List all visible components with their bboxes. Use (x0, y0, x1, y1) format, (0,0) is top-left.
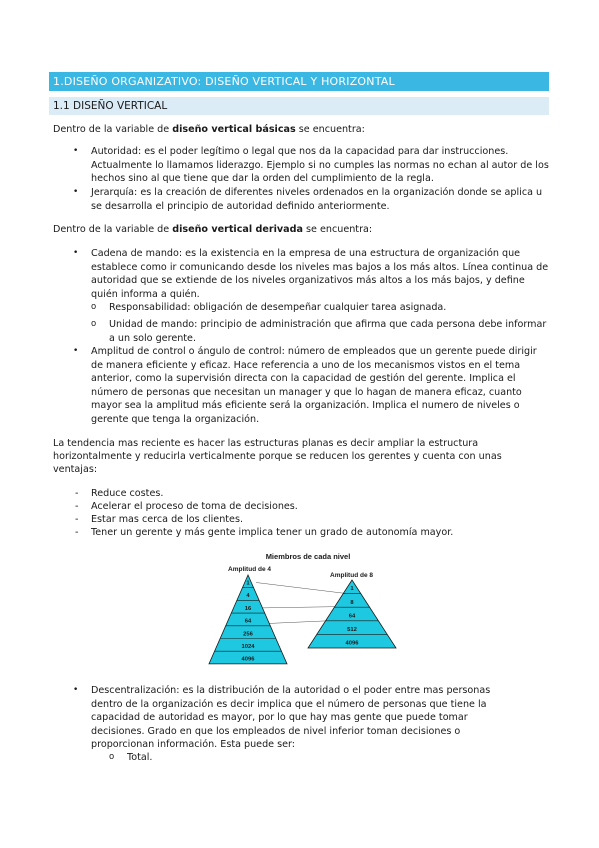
intro-derived: Dentro de la variable de diseño vertical derivada se encuentra: (53, 224, 373, 235)
span-of-control-figure (200, 548, 420, 670)
figure-right-label: Amplitud de 8 (330, 572, 373, 579)
right-level-label: 8 (350, 599, 354, 606)
bullet-icon: • (73, 685, 79, 695)
connector-line (256, 583, 346, 594)
dash-icon: - (75, 501, 79, 512)
bullet-icon: • (73, 146, 79, 156)
list-item-amplitud-de-control: Amplitud de control o ángulo de control: número de empleados que un gerente puede dirigir de manera eficiente y eficaz. Hace referencia a uno de los mecanismos vistos en el tema anterior, como la supervisión directa con la capacidad de gestión del gerente. Implica el número de personas que necesitan un manager y que lo hagan de manera eficaz, cuanto mayor sea la amplitud más eficiente será la organización. Implica el numero de niveles o gerente que tenga la organización. (91, 346, 537, 425)
left-level-label: 1 (246, 580, 250, 587)
right-level-label: 1 (350, 586, 354, 593)
left-level-label: 4 (246, 593, 250, 600)
left-level-label: 64 (244, 618, 252, 625)
sub-item-total: Total. (127, 752, 153, 763)
right-level-label: 64 (348, 613, 356, 620)
left-level-label: 4096 (241, 656, 255, 663)
list-item-jerarquia: Jerarquía: es la creación de diferentes niveles ordenados en la organización donde se aplica u se desarrolla el principio de autoridad definido anteriormente. (91, 187, 543, 212)
right-level-label: 4096 (345, 640, 359, 647)
sub-bullet-icon: o (91, 302, 97, 312)
advantage-item: Tener un gerente y más gente implica tener un grado de autonomía mayor. (91, 527, 454, 538)
left-level-label: 16 (244, 605, 252, 612)
left-level-label: 256 (243, 631, 253, 638)
left-level-label: 1024 (241, 644, 255, 651)
intro-basic: Dentro de la variable de diseño vertical básicas se encuentra: (53, 124, 365, 135)
dash-icon: - (75, 488, 79, 499)
list-item-descentralizacion: Descentralización: es la distribución de la autoridad o el poder entre mas personas dentro de la organización es decir implica que el número de personas que tiene la capacidad de autoridad es mayor, por lo que hay mas gente que puede tomar decisiones. Grado en que los empleados de nivel inferior toman decisiones o proporcionan información. Esta puede ser: (91, 685, 491, 750)
dash-icon: - (75, 514, 79, 525)
advantage-item: Reduce costes. (91, 488, 164, 499)
connector-line (256, 607, 346, 609)
sub-bullet-icon: o (91, 319, 97, 329)
bullet-icon: • (73, 346, 79, 356)
dash-icon: - (75, 527, 79, 538)
advantage-item: Estar mas cerca de los clientes. (91, 514, 244, 525)
heading-2: 1.1 DISEÑO VERTICAL (49, 97, 549, 115)
bullet-icon: • (73, 248, 79, 258)
sub-item-responsabilidad: Responsabilidad: obligación de desempeñar cualquier tarea asignada. (109, 302, 447, 313)
heading-1: 1.DISEÑO ORGANIZATIVO: DISEÑO VERTICAL Y HORIZONTAL (49, 72, 549, 91)
figure-title: Miembros de cada nivel (265, 552, 351, 561)
sub-bullet-icon: o (109, 752, 115, 762)
list-item-cadena-de-mando: Cadena de mando: es la existencia en la empresa de una estructura de organización que establece como ir comunicando desde los niveles mas bajos a los más altos. Línea continua de autoridad que se extiende de los niveles organizativos más altos a los más bajos, y define quién informa a quién. (91, 248, 549, 300)
trend-paragraph: La tendencia mas reciente es hacer las estructuras planas es decir ampliar la estructura horizontalmente y reducirla verticalmente porque se reducen los gerentes y cuenta con unas ventajas: (53, 438, 502, 475)
figure-left-label: Amplitud de 4 (228, 566, 271, 573)
bullet-icon: • (73, 187, 79, 197)
list-item-autoridad: Autoridad: es el poder legítimo o legal que nos da la capacidad para dar instrucciones. Actualmente lo llamamos liderazgo. Ejemplo si no cumples las normas no echan al autor de los hechos sino al que tiene que dar la orden del cumplimiento de la regla. (91, 146, 549, 184)
advantage-item: Acelerar el proceso de toma de decisiones. (91, 501, 298, 512)
right-level-label: 512 (347, 627, 357, 633)
sub-item-unidad-de-mando: Unidad de mando: principio de administración que afirma que cada persona debe informar a un solo gerente. (109, 319, 547, 344)
